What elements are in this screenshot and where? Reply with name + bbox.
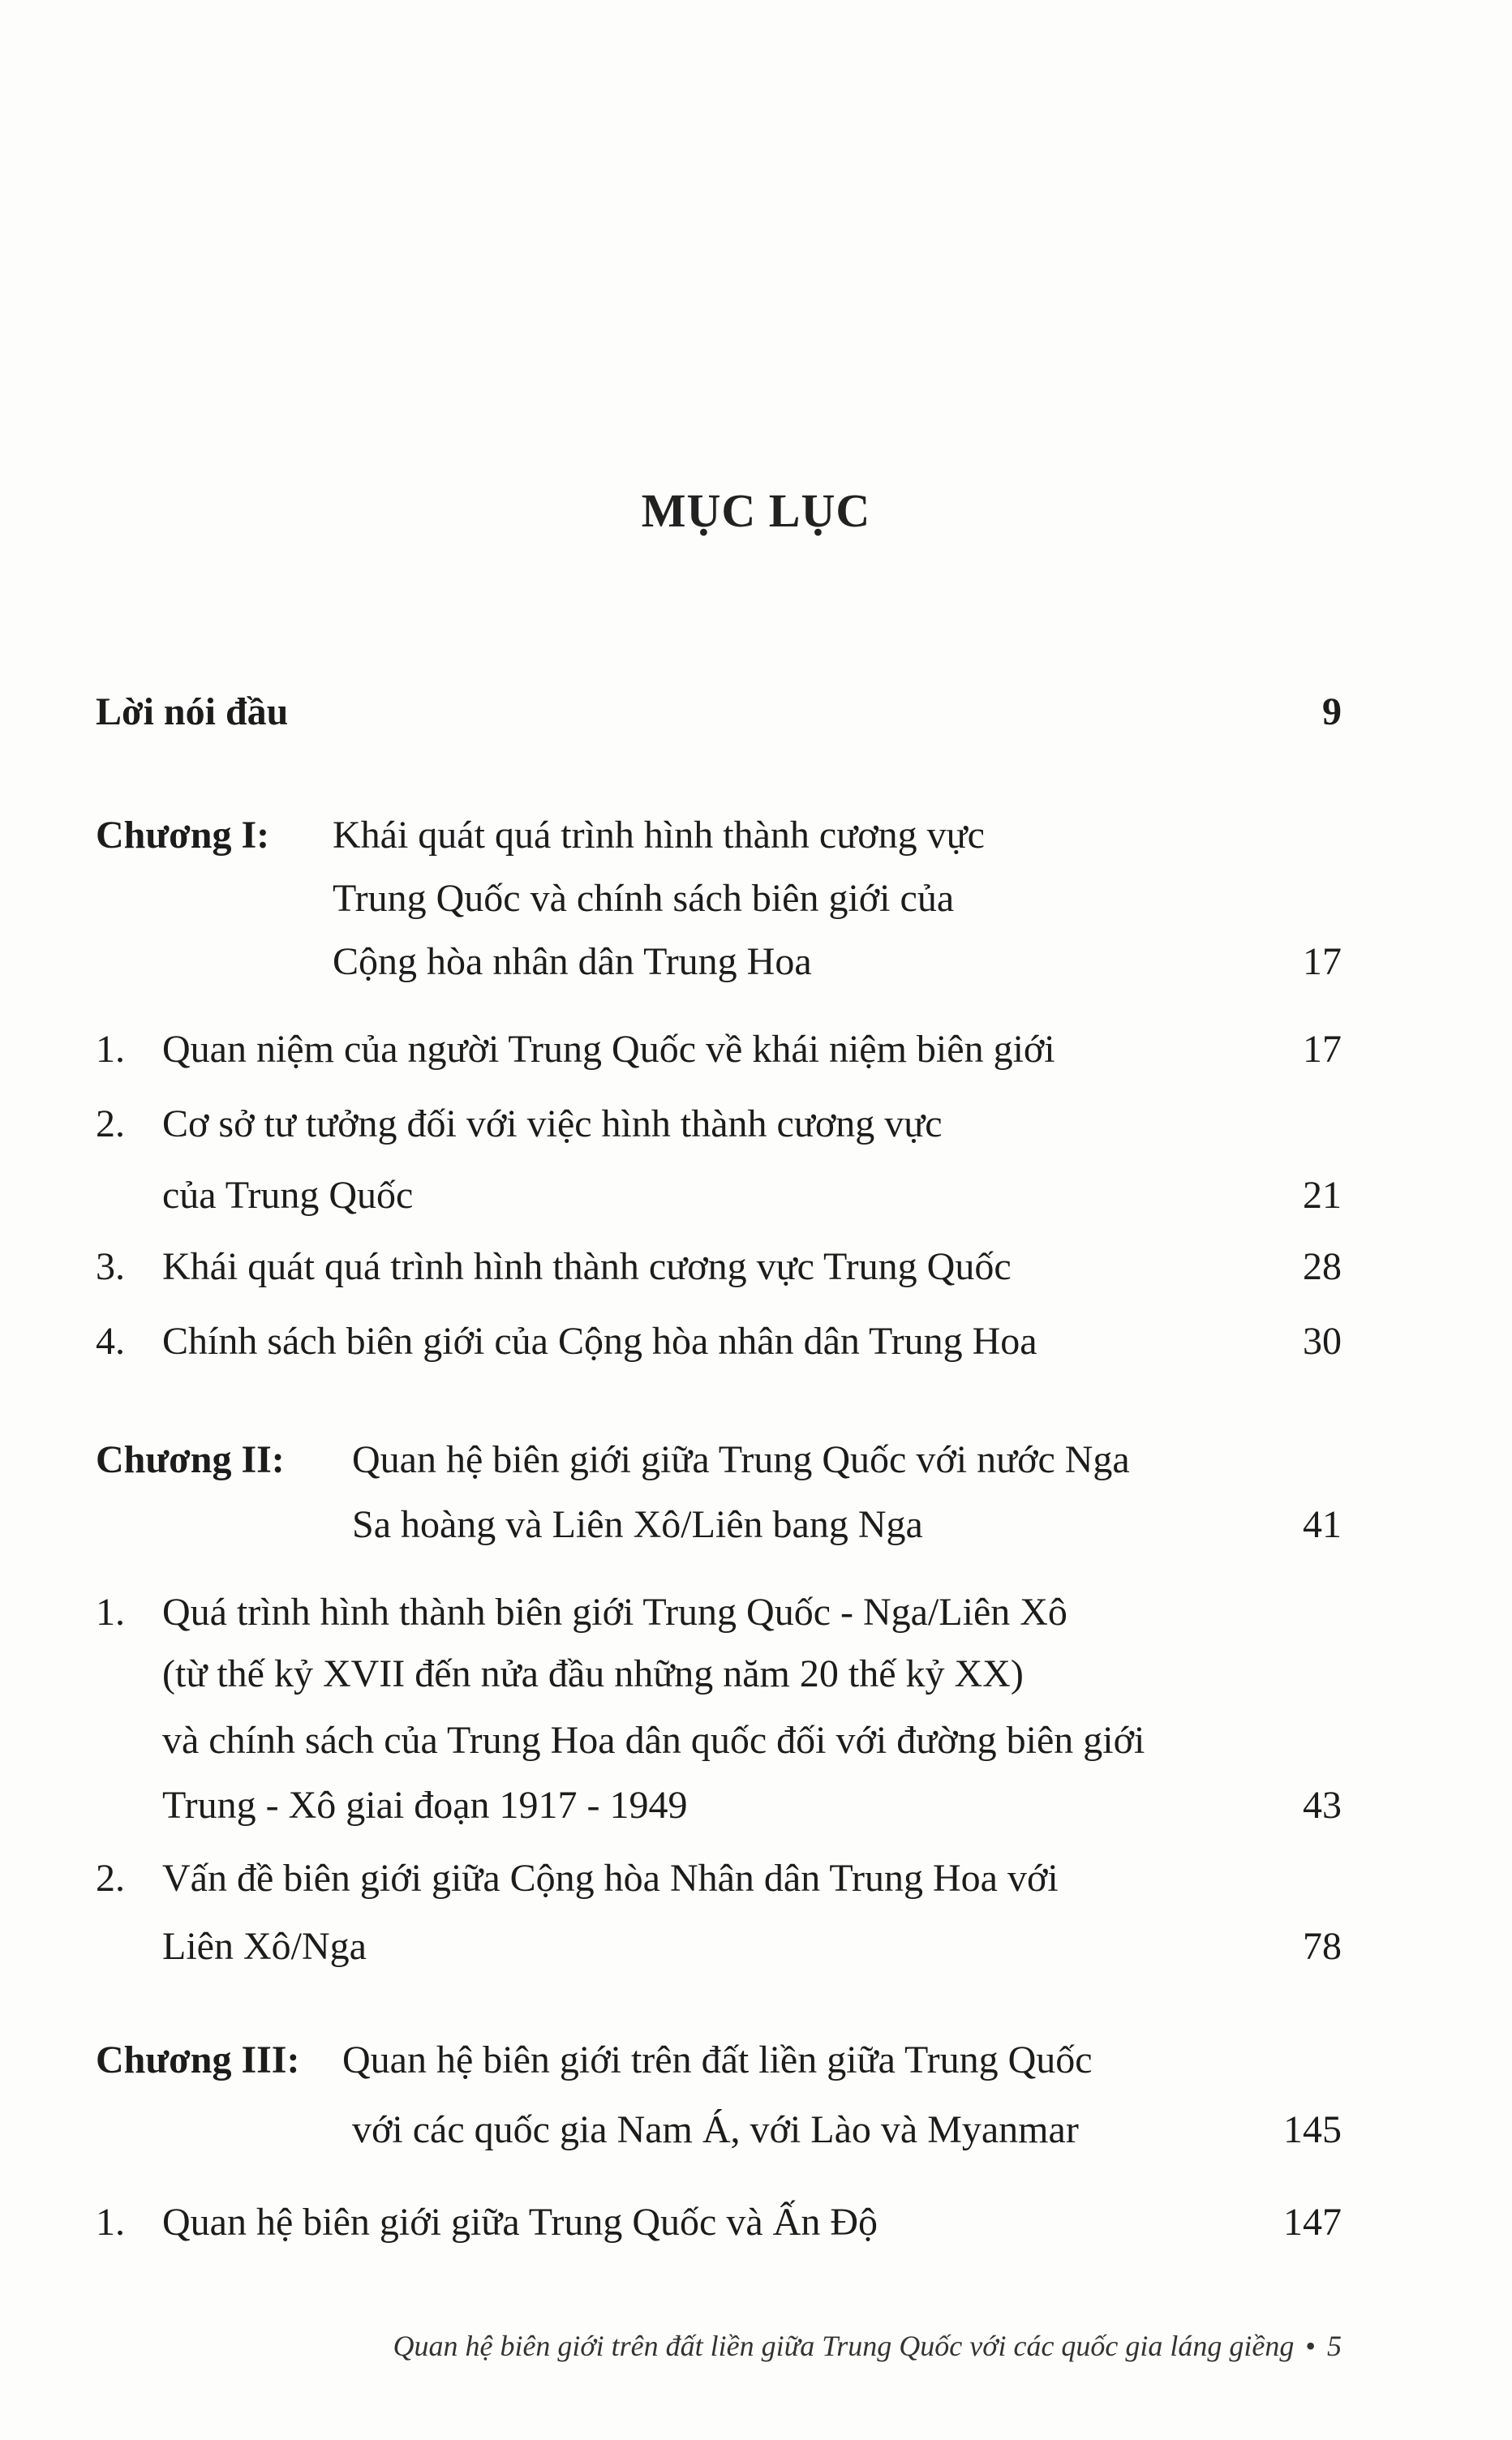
chapter-2-item-title: Quá trình hình thành biên giới Trung Quốc - Nga/Liên Xô	[162, 1591, 1067, 1634]
chapter-3-title-line: Quan hệ biên giới trên đất liền giữa Trung Quốc	[342, 2038, 1093, 2081]
chapter-1-item-title: Chính sách biên giới của Cộng hòa nhân dân Trung Hoa	[162, 1320, 1037, 1363]
chapter-3-title-line: với các quốc gia Nam Á, với Lào và Myanmar	[352, 2108, 1079, 2151]
chapter-1-item-number: 1.	[96, 1028, 125, 1071]
chapter-3-item-page: 147	[1283, 2201, 1342, 2244]
chapter-2-page: 41	[1303, 1503, 1342, 1546]
chapter-1-item-number: 3.	[96, 1245, 125, 1288]
chapter-1-item-number: 4.	[96, 1320, 125, 1363]
chapter-2-item-title: Vấn đề biên giới giữa Cộng hòa Nhân dân Trung Hoa với	[162, 1857, 1059, 1900]
chapter-2-title-line: Quan hệ biên giới giữa Trung Quốc với nước Nga	[352, 1438, 1130, 1481]
chapter-2-item-page: 43	[1303, 1784, 1342, 1827]
chapter-3-label: Chương III:	[96, 2038, 300, 2081]
chapter-1-title-line: Cộng hòa nhân dân Trung Hoa	[333, 940, 812, 983]
chapter-2-item-title: Trung - Xô giai đoạn 1917 - 1949	[162, 1784, 688, 1827]
footer-running-title: Quan hệ biên giới trên đất liền giữa Trung Quốc với các quốc gia láng giềng	[393, 2330, 1295, 2362]
chapter-2-item-number: 1.	[96, 1591, 125, 1634]
chapter-1-label: Chương I:	[96, 814, 270, 857]
footer-separator: •	[1305, 2330, 1316, 2362]
chapter-2-item-title: và chính sách của Trung Hoa dân quốc đối với đường biên giới	[162, 1719, 1145, 1762]
chapter-1-page: 17	[1303, 940, 1342, 983]
chapter-1-item-page: 28	[1303, 1245, 1342, 1288]
chapter-3-page: 145	[1283, 2108, 1342, 2151]
chapter-1-item-title: Quan niệm của người Trung Quốc về khái niệm biên giới	[162, 1028, 1055, 1071]
footer-page-number: 5	[1327, 2330, 1342, 2362]
chapter-1-item-title: Cơ sở tư tưởng đối với việc hình thành cương vực	[162, 1102, 943, 1145]
chapter-2-item-title: Liên Xô/Nga	[162, 1925, 367, 1968]
running-footer	[393, 2326, 1342, 2365]
page-title: MỤC LỤC	[641, 484, 871, 537]
chapter-1-item-page: 17	[1303, 1028, 1342, 1071]
toc-preface-page: 9	[1322, 690, 1342, 733]
chapter-2-item-number: 2.	[96, 1857, 125, 1900]
toc-preface-label: Lời nói đầu	[96, 690, 289, 733]
chapter-1-item-title: Khái quát quá trình hình thành cương vực Trung Quốc	[162, 1245, 1012, 1288]
chapter-1-item-page: 30	[1303, 1320, 1342, 1363]
chapter-3-item-number: 1.	[96, 2201, 125, 2244]
chapter-1-title-line: Trung Quốc và chính sách biên giới của	[333, 877, 955, 920]
chapter-1-item-page: 21	[1303, 1174, 1342, 1217]
chapter-3-item-title: Quan hệ biên giới giữa Trung Quốc và Ấn Độ	[162, 2201, 878, 2244]
chapter-2-item-title: (từ thế kỷ XVII đến nửa đầu những năm 20 thế kỷ XX)	[162, 1652, 1024, 1695]
chapter-1-item-number: 2.	[96, 1102, 125, 1145]
chapter-2-title-line: Sa hoàng và Liên Xô/Liên bang Nga	[352, 1503, 923, 1546]
chapter-1-title-line: Khái quát quá trình hình thành cương vực	[333, 814, 985, 857]
chapter-2-item-page: 78	[1303, 1925, 1342, 1968]
chapter-2-label: Chương II:	[96, 1438, 285, 1481]
chapter-1-item-title: của Trung Quốc	[162, 1174, 414, 1217]
